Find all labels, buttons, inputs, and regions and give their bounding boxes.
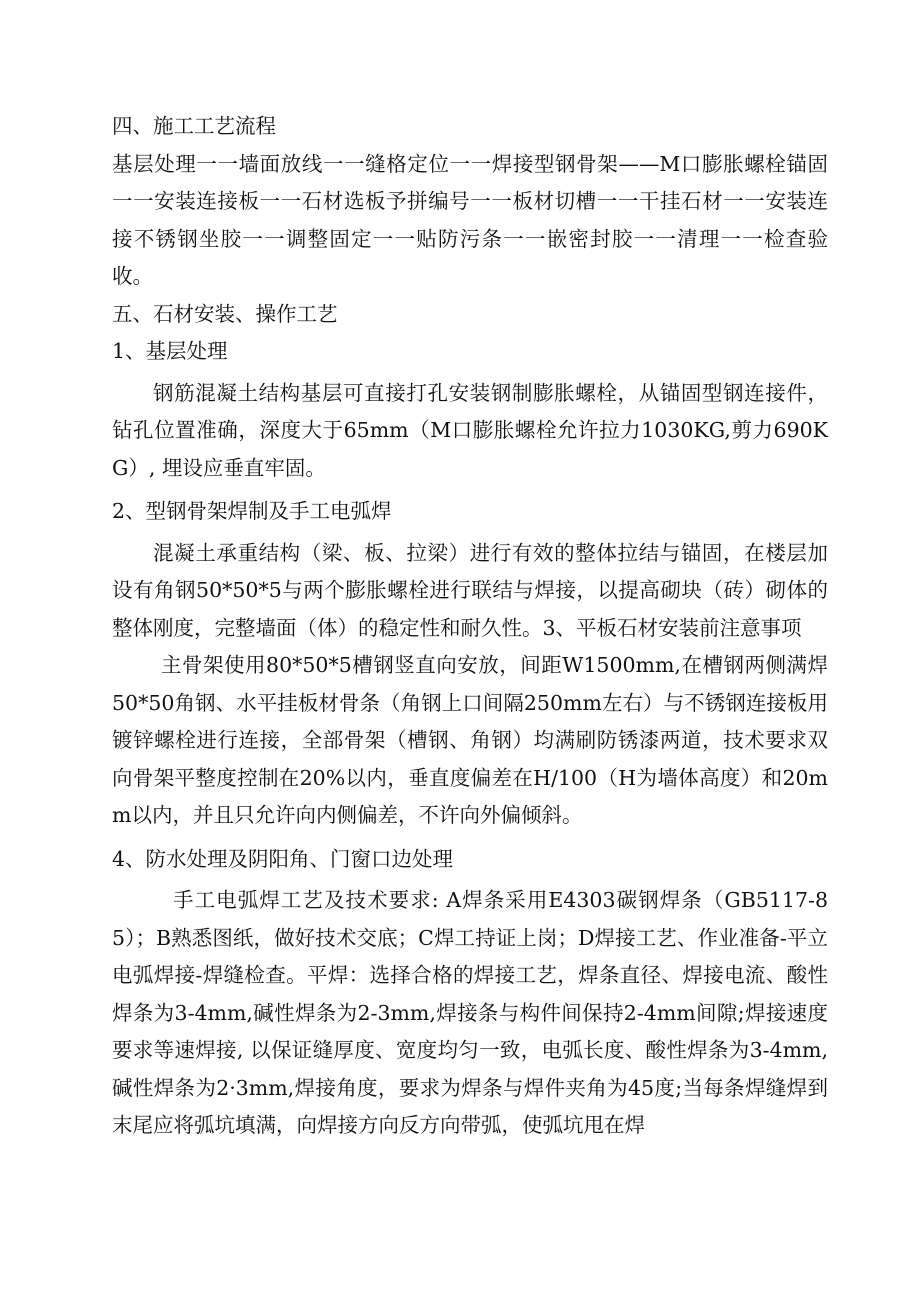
subsection-heading-base-treatment: 1、基层处理 — [112, 339, 228, 363]
section-heading-process: 四、施工工艺流程 — [112, 114, 276, 138]
paragraph-main-frame: 主骨架使用80*50*5槽钢竖直向安放，间距W1500mm,在槽钢两侧满焊50*50角钢、水平挂板材骨条（角钢上口间隔250mm左右）与不锈钢连接板用镀锌螺栓进行连接，全部骨架（槽钢、角钢）均满刷防锈漆两道，技术要求双向骨架平整度控制在20%以内，垂直度偏差在H/100（H为墙体高度）和20mm以内，并且只允许向内侧偏差，不许向外偏倾斜。 — [112, 653, 828, 827]
subsection-heading-steel-frame: 2、型钢骨架焊制及手工电弧焊 — [112, 499, 392, 523]
process-flow-paragraph: 基层处理一一墙面放线一一缝格定位一一焊接型钢骨架——M口膨胀螺栓锚固一一安装连接板一一石材选板予拼编号一一板材切槽一一干挂石材一一安装连接不锈钢坐胶一一调整固定一一贴防污条一一嵌密封胶一一清理一一检查验收。 — [112, 151, 828, 288]
paragraph-base-treatment: 钢筋混凝土结构基层可直接打孔安装钢制膨胀螺栓，从锚固型钢连接件，钻孔位置准确，深度大于65mm（M口膨胀螺栓允许拉力1030KG,剪力690KG）, 埋设应垂直牢固。 — [112, 380, 828, 480]
document-body — [112, 108, 828, 1145]
paragraph-arc-welding: 手工电弧焊工艺及技术要求: A焊条采用E4303碳钢焊条（GB5117-85）；B熟悉图纸，做好技术交底；C焊工持证上岗；D焊接工艺、作业准备-平立电弧焊接-焊缝检查。平焊：选择合格的焊接工艺，焊条直径、焊接电流、酸性焊条为3-4mm,碱性焊条为2-3mm,焊接条与构件间保持2-4mm间隙;焊接速度要求等速焊接, 以保证缝厚度、宽度均匀一致，电弧长度、酸性焊条为3-4mm,碱性焊条为2·3mm,焊接角度，要求为焊条与焊件夹角为45度;当每条焊缝焊到末尾应将弧坑填满，向焊接方向反方向带弧，使弧坑甩在焊 — [112, 888, 828, 1137]
section-heading-install: 五、石材安装、操作工艺 — [112, 301, 338, 326]
subsection-heading-waterproofing: 4、防水处理及阴阳角、门窗口边处理 — [112, 846, 454, 871]
paragraph-steel-frame: 混凝土承重结构（梁、板、拉梁）进行有效的整体拉结与锚固，在楼层加设有角钢50*50*5与两个膨胀螺栓进行联结与焊接，以提高砌块（砖）砌体的整体刚度，完整墙面（体）的稳定性和耐久性。3、平板石材安装前注意事项 — [112, 540, 828, 640]
